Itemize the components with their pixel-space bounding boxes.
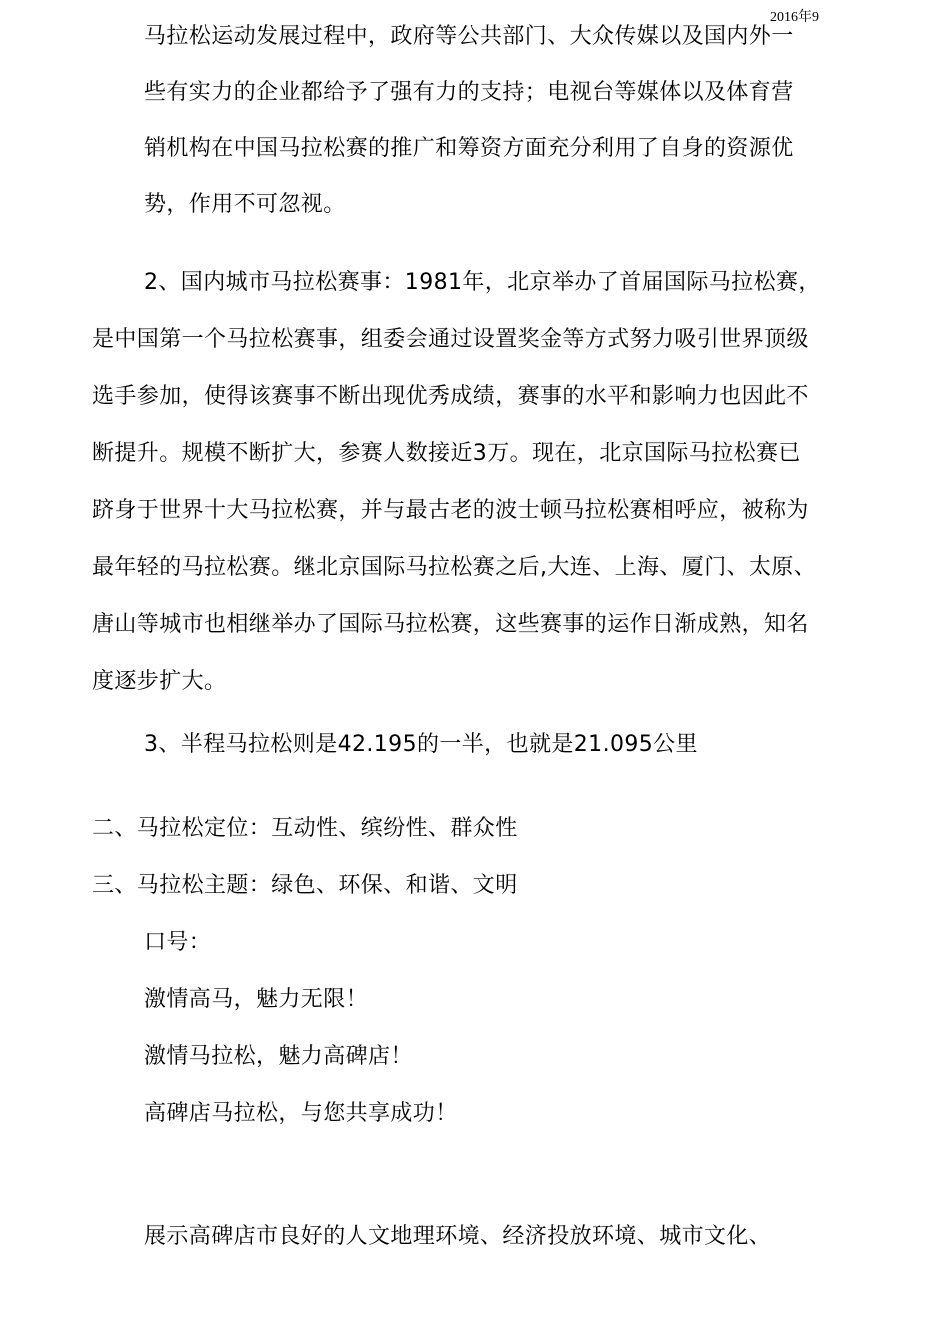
paragraph-line: 是中国第一个马拉松赛事，组委会通过设置奖金等方式努力吸引世界顶级: [92, 327, 809, 352]
paragraph-line: 势，作用不可忽视。: [144, 192, 346, 217]
paragraph-line: 断提升。规模不断扩大，参赛人数接近3万。现在，北京国际马拉松赛已: [92, 441, 801, 466]
slogan-item: 高碑店马拉松，与您共享成功！: [144, 1101, 458, 1126]
section-heading: 三、马拉松主题：绿色、环保、和谐、文明: [92, 873, 518, 898]
paragraph-line: 销机构在中国马拉松赛的推广和筹资方面充分利用了自身的资源优: [144, 136, 794, 161]
paragraph-line: 选手参加，使得该赛事不断出现优秀成绩，赛事的水平和影响力也因此不: [92, 384, 809, 409]
page-header-date: 2016年9: [770, 10, 819, 25]
paragraph-line: 展示高碑店市良好的人文地理环境、经济投放环境、城市文化、: [144, 1224, 772, 1249]
paragraph-line: 唐山等城市也相继举办了国际马拉松赛，这些赛事的运作日渐成熟，知名: [92, 612, 809, 637]
slogan-item: 激情高马，魅力无限！: [144, 987, 369, 1012]
paragraph-line: 跻身于世界十大马拉松赛，并与最古老的波士顿马拉松赛相呼应，被称为: [92, 498, 809, 523]
paragraph-line: 最年轻的马拉松赛。继北京国际马拉松赛之后,大连、上海、厦门、太原、: [92, 555, 817, 580]
paragraph-line: 3、半程马拉松则是42.195的一半，也就是21.095公里: [144, 732, 698, 757]
slogan-label: 口号：: [144, 930, 212, 955]
section-heading: 二、马拉松定位：互动性、缤纷性、群众性: [92, 816, 518, 841]
paragraph-line: 些有实力的企业都给予了强有力的支持；电视台等媒体以及体育营: [144, 80, 794, 105]
slogan-item: 激情马拉松，魅力高碑店！: [144, 1044, 413, 1069]
paragraph-line: 马拉松运动发展过程中，政府等公共部门、大众传媒以及国内外一: [144, 24, 794, 49]
paragraph-line: 2、国内城市马拉松赛事：1981年，北京举办了首届国际马拉松赛，: [144, 270, 821, 295]
paragraph-line: 度逐步扩大。: [92, 669, 227, 694]
